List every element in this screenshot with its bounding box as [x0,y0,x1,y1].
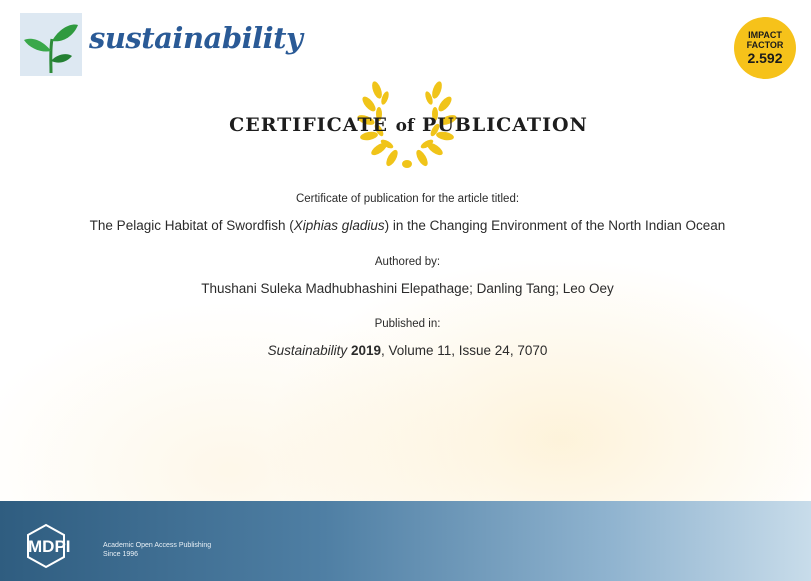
sprout-icon [20,13,82,76]
impact-badge-line2: FACTOR [746,40,784,50]
footer-band [0,501,811,581]
title-publication: PUBLICATION [421,114,588,136]
intro-text: Certificate of publication for the article titled: [295,193,520,205]
impact-factor-value: 2.592 [747,50,783,66]
mdpi-logo-text: MDPI [28,537,71,556]
authored-label: Authored by: [374,256,441,268]
authors-list: Thushani Suleka Madhubhashini Elepathage; Danling Tang; Leo Oey [201,281,614,296]
volume-issue: , Volume 11, Issue 24, 7070 [380,343,548,358]
journal-logo [20,13,82,76]
publication-year: 2019 [350,343,381,358]
journal-italic: Sustainability [267,343,348,358]
impact-factor-badge [734,17,796,79]
publisher-tagline [103,541,211,559]
journal-name: sustainability [89,21,303,55]
title-certificate: CERTIFICATE [229,114,389,136]
article-title [0,218,811,233]
article-title-italic: Xiphias gladius [293,218,385,233]
article-title-before: The Pelagic Habitat of Swordfish ( [89,218,294,233]
impact-badge-line1: IMPACT [748,30,782,40]
tagline-line2: Since 1996 [103,551,139,558]
article-title-after: ) in the Changing Environment of the North Indian Ocean [384,218,726,233]
mdpi-logo [24,523,98,569]
publication-details [0,343,811,358]
certificate-title [0,114,811,136]
tagline-line1: Academic Open Access Publishing [103,542,212,549]
title-of: of [395,116,415,136]
published-label: Published in: [374,318,441,330]
